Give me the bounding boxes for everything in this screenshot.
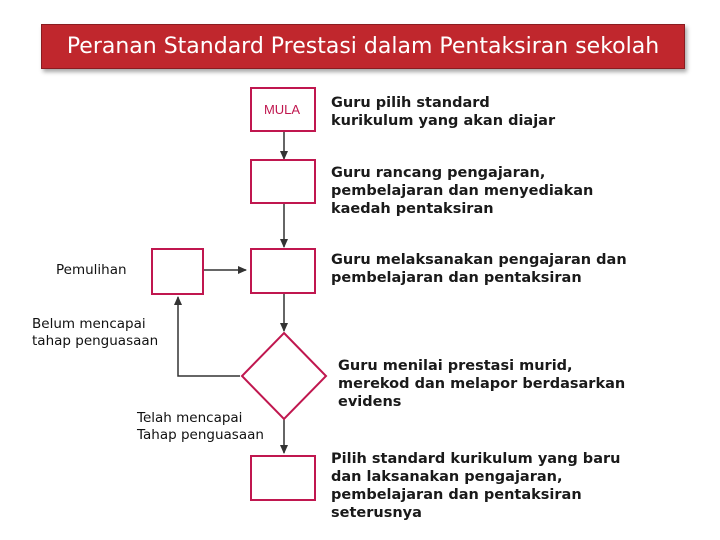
step-4-text: Guru menilai prestasi murid, merekod dan melapor berdasarkan evidens bbox=[338, 358, 626, 410]
next-standard-box bbox=[250, 455, 316, 501]
page-title: Peranan Standard Prestasi dalam Pentaksiran sekolah bbox=[66, 34, 660, 59]
remedial-box bbox=[151, 248, 204, 295]
assessment-decision-diamond bbox=[242, 333, 326, 419]
step-2-text: Guru rancang pengajaran, pembelajaran dan menyediakan kaedah pentaksiran bbox=[331, 165, 594, 217]
arrow-assess-to-remedial bbox=[178, 297, 240, 376]
step-5-text: Pilih standard kurikulum yang baru dan laksanakan pengajaran, pembelajaran dan pentaksiran seterusnya bbox=[331, 451, 621, 521]
step-1-text: Guru pilih standard kurikulum yang akan diajar bbox=[331, 95, 556, 129]
start-label: MULA bbox=[263, 102, 301, 117]
remedial-label: Pemulihan bbox=[56, 262, 127, 278]
plan-box bbox=[250, 159, 316, 204]
branch-not-mastered-label: Belum mencapai tahap penguasaan bbox=[32, 316, 159, 349]
branch-mastered-label: Telah mencapai Tahap penguasaan bbox=[137, 410, 264, 443]
step-3-text: Guru melaksanakan pengajaran dan pembelajaran dan pentaksiran bbox=[331, 252, 627, 286]
implement-box bbox=[250, 248, 316, 294]
